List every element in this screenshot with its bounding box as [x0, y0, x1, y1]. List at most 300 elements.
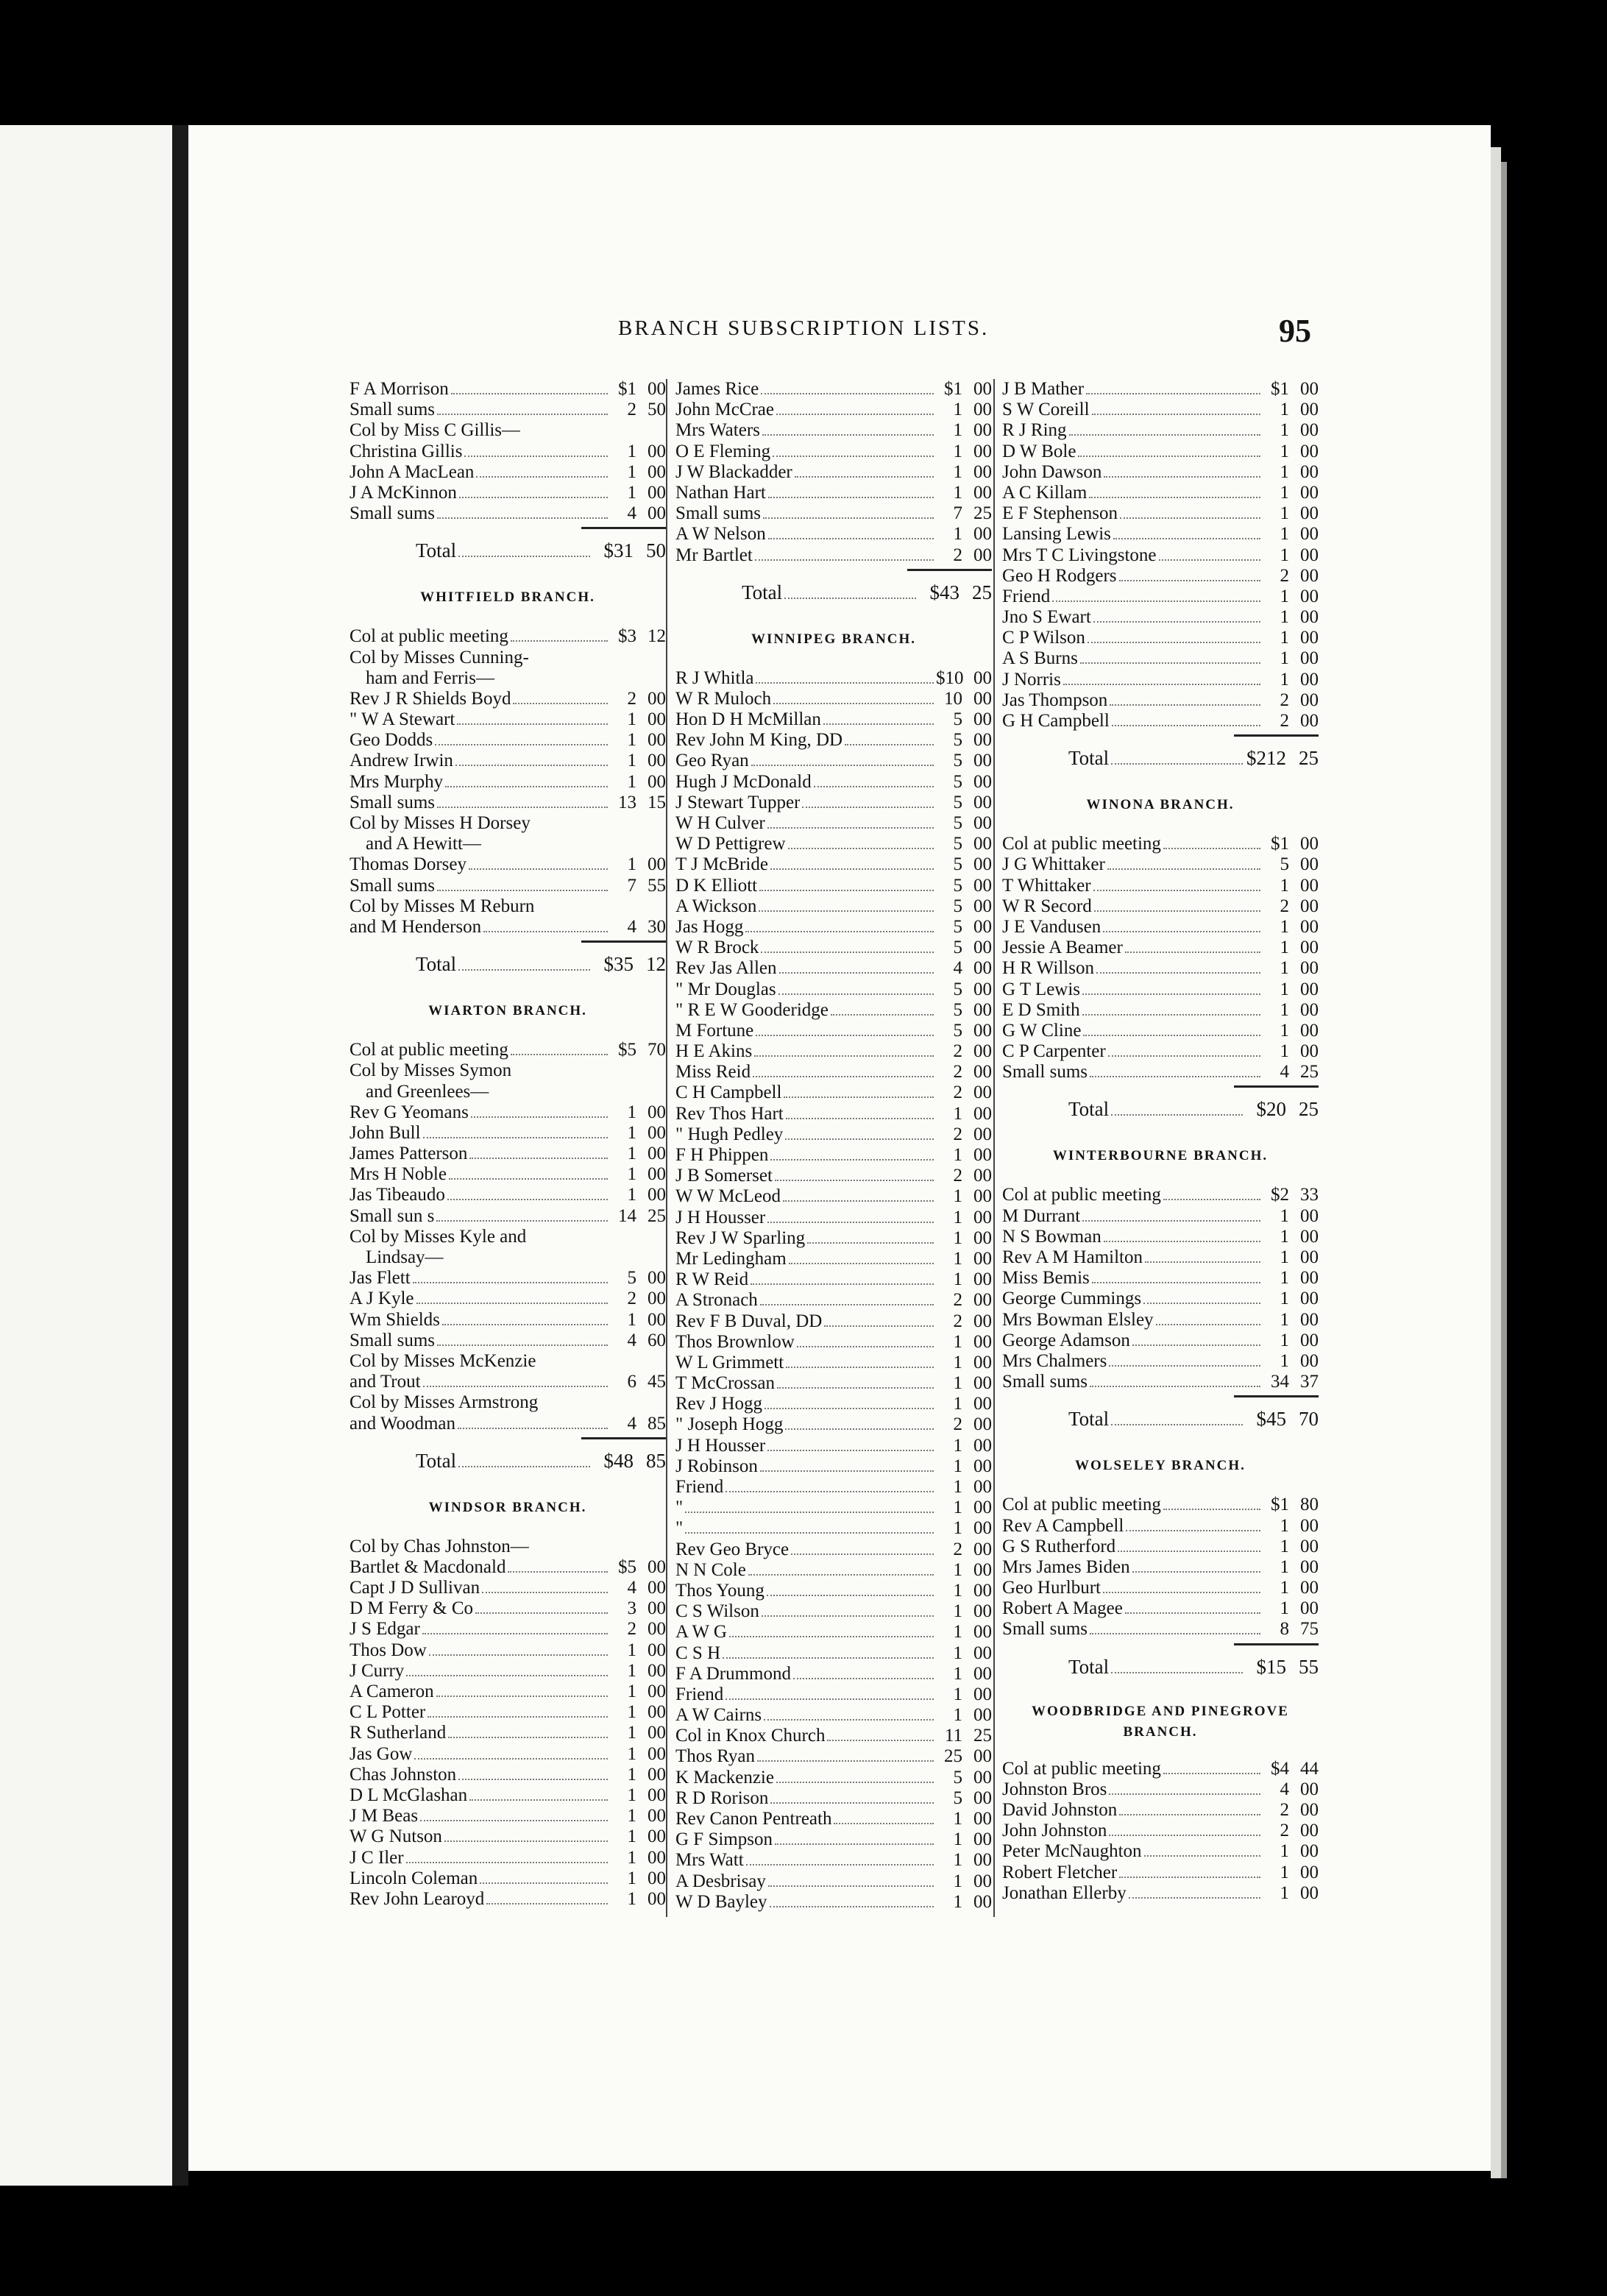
amount-cents: 00 [1300, 1536, 1319, 1556]
amount-dollars: 5 [953, 792, 962, 812]
subscription-entry [675, 1581, 992, 1601]
amount-dollars: 5 [953, 730, 962, 751]
subscriber-name: G W Cline [1002, 1020, 1082, 1041]
subscriber-name: Mrs Chalmers [1002, 1350, 1107, 1371]
branch-total [1002, 1403, 1319, 1434]
subscriber-name: Friend [1002, 586, 1051, 606]
amount-dollars: 2 [1280, 1800, 1289, 1820]
subscription-entry [675, 1353, 992, 1373]
amount-cents: 00 [1300, 379, 1319, 399]
dot-leader [447, 1199, 608, 1200]
subscriber-name: Rev John M King, DD [675, 730, 843, 751]
branch-total [350, 1445, 666, 1476]
subscriber-name: D M Ferry & Co [350, 1598, 474, 1619]
amount-dollars: 34 [1271, 1372, 1289, 1392]
dot-leader [458, 556, 590, 557]
amount-dollars: 5 [953, 771, 962, 792]
subscription-entry [675, 1269, 992, 1290]
amount-cents: 00 [1300, 1289, 1319, 1309]
amount-cents: 00 [973, 461, 992, 482]
subscription-entry [675, 1166, 992, 1186]
dot-leader [1080, 662, 1260, 664]
subscription-entry [1002, 1495, 1319, 1515]
subscriber-name: Miss Bemis [1002, 1268, 1090, 1289]
dot-leader [726, 1698, 934, 1700]
amount-cents: 00 [1300, 1882, 1319, 1903]
subscription-entry [1002, 834, 1319, 854]
subscriber-name: Lansing Lewis [1002, 524, 1111, 545]
amount-cents: 00 [1300, 1205, 1319, 1226]
subscriber-name: A W G [675, 1622, 727, 1643]
dot-leader [469, 1799, 608, 1801]
subscription-entry [1002, 379, 1319, 400]
dot-leader [1063, 684, 1260, 685]
dot-leader [406, 1862, 608, 1863]
total-cents: 85 [646, 1449, 666, 1472]
subscription-entry [675, 1456, 992, 1477]
subscription-entry [1002, 420, 1319, 441]
amount-cents: 00 [973, 1227, 992, 1248]
subscription-entry [350, 1785, 666, 1806]
subscription-entry [675, 668, 992, 689]
dot-leader [1078, 456, 1260, 457]
subscriber-name: Col by Misses Armstrong [350, 1392, 539, 1413]
amount-cents: 00 [1300, 1800, 1319, 1820]
amount-cents: 00 [973, 1767, 992, 1787]
amount-cents: 60 [648, 1330, 666, 1350]
subscription-entry [350, 1578, 666, 1598]
amount-cents: 00 [1300, 1821, 1319, 1841]
amount-dollars: 1 [1280, 875, 1289, 896]
subscriber-name: Col by Misses Symon [350, 1060, 512, 1081]
subscription-entry [350, 1164, 666, 1185]
amount-dollars: 1 [627, 709, 636, 730]
amount-cents: 00 [648, 1122, 666, 1143]
amount-cents: 00 [648, 1743, 666, 1764]
total-cents: 12 [646, 953, 666, 976]
subscription-entry [675, 1000, 992, 1021]
dot-leader [788, 848, 934, 849]
subscription-entry [1002, 1062, 1319, 1083]
amount-cents: 55 [648, 875, 666, 896]
amount-cents: 00 [1300, 1226, 1319, 1247]
amount-dollars: 1 [627, 1102, 636, 1122]
subscriber-name: M Fortune [675, 1020, 754, 1041]
amount-cents: 00 [973, 1663, 992, 1684]
amount-dollars: 1 [627, 1826, 636, 1847]
amount-cents: 00 [1300, 1330, 1319, 1350]
total-cents: 50 [646, 539, 666, 562]
branch-total [350, 949, 666, 979]
amount-dollars: 2 [953, 1311, 962, 1331]
dot-leader [436, 1220, 608, 1222]
subscriber-name: Rev Canon Pentreath [675, 1809, 832, 1829]
dot-leader [1069, 434, 1260, 436]
subscriber-name: Nathan Hart [675, 482, 766, 503]
branch-heading: WINTERBOURNE BRANCH. [1052, 1148, 1269, 1164]
subscriber-name: G S Rutherford [1002, 1536, 1116, 1556]
total-rule [581, 940, 666, 943]
amount-dollars: 1 [1280, 628, 1289, 648]
dot-leader [767, 1222, 934, 1223]
subscriber-name: D K Elliott [675, 875, 758, 896]
dot-leader [464, 456, 608, 457]
dot-leader [1082, 993, 1260, 995]
amount-dollars: 14 [618, 1205, 636, 1226]
amount-cents: 00 [648, 1640, 666, 1660]
amount-cents: 00 [973, 1103, 992, 1124]
subscription-entry [350, 503, 666, 524]
total-dollars: $15 [1256, 1655, 1286, 1678]
amount-cents: 00 [973, 441, 992, 461]
amount-dollars: 5 [953, 1787, 962, 1808]
subscriber-name: A W Nelson [675, 524, 766, 545]
dot-leader [745, 931, 934, 932]
dot-leader [1090, 1633, 1260, 1634]
dot-leader [1104, 1241, 1260, 1242]
dot-leader [1094, 910, 1260, 912]
amount-cents: 00 [973, 1373, 992, 1394]
amount-cents: 00 [973, 688, 992, 709]
amount-dollars: $1 [944, 379, 962, 399]
subscriber-name: Col by Chas Johnston— [350, 1536, 529, 1556]
subscription-entry [1002, 1779, 1319, 1800]
subscriber-name: C H Campbell [675, 1083, 782, 1103]
branch-heading: WINDSOR BRANCH. [428, 1499, 587, 1515]
subscriber-name: Small sums [1002, 1372, 1088, 1392]
subscription-entry [350, 1372, 666, 1392]
subscriber-name: Miss Reid [675, 1062, 751, 1083]
amount-cents: 00 [648, 1785, 666, 1805]
amount-cents: 00 [973, 1456, 992, 1476]
amount-dollars: 5 [953, 916, 962, 937]
dot-leader [476, 476, 608, 478]
dot-leader [1109, 1365, 1260, 1367]
total-label: Total [416, 953, 457, 976]
dot-leader [795, 476, 934, 478]
amount-dollars: 5 [953, 1767, 962, 1787]
total-label: Total [416, 1449, 457, 1472]
amount-cents: 37 [1300, 1372, 1319, 1392]
subscription-entry [675, 1373, 992, 1394]
subscriber-name: Small sums [350, 792, 435, 812]
amount-cents: 00 [1300, 586, 1319, 606]
amount-cents: 00 [648, 1888, 666, 1909]
subscription-entry [675, 1249, 992, 1269]
page-edge [1491, 147, 1501, 2178]
page-edge-shadow [1501, 162, 1507, 2178]
amount-dollars: 4 [627, 1330, 636, 1350]
amount-dollars: 1 [1280, 1556, 1289, 1577]
subscription-entry [1002, 1021, 1319, 1041]
amount-cents: 00 [973, 1062, 992, 1083]
dot-leader [762, 434, 934, 436]
dot-leader [444, 1840, 608, 1842]
amount-dollars: 1 [1280, 586, 1289, 606]
amount-dollars: 5 [953, 938, 962, 958]
subscription-entry [1002, 958, 1319, 979]
amount-cents: 00 [1300, 441, 1319, 461]
dot-leader [1089, 497, 1260, 498]
dot-leader [1118, 1551, 1260, 1552]
subscription-entry [675, 876, 992, 896]
amount-dollars: 1 [1280, 1536, 1289, 1556]
amount-cents: 85 [648, 1413, 666, 1434]
subscriber-name: James Patterson [350, 1144, 468, 1164]
subscriber-name: C P Wilson [1002, 628, 1085, 648]
subscription-entry [350, 1392, 666, 1413]
amount-dollars: 2 [1280, 711, 1289, 731]
total-rule [1234, 1395, 1319, 1397]
subscription-entry [675, 958, 992, 979]
subscription-entry [350, 1744, 666, 1765]
subscription-entry [675, 1124, 992, 1145]
subscription-entry [675, 751, 992, 771]
amount-dollars: 1 [953, 1373, 962, 1394]
amount-dollars: 1 [627, 1785, 636, 1805]
amount-cents: 00 [973, 896, 992, 916]
amount-dollars: 4 [627, 1413, 636, 1434]
amount-cents: 00 [973, 1124, 992, 1144]
subscriber-name: Jas Gow [350, 1743, 413, 1764]
subscriber-name: Small sums [675, 503, 761, 524]
dot-leader [436, 1696, 608, 1697]
subscription-entry [1002, 1598, 1319, 1619]
subscription-entry [1002, 628, 1319, 648]
dot-leader [776, 414, 934, 415]
amount-dollars: 2 [953, 1166, 962, 1186]
subscriber-name: J M Beas [350, 1806, 419, 1826]
dot-leader [1093, 890, 1260, 891]
subscriber-name: Small sums [350, 875, 435, 896]
amount-dollars: 1 [627, 1144, 636, 1164]
amount-dollars: 1 [953, 1829, 962, 1850]
amount-cents: 00 [1300, 711, 1319, 731]
amount-cents: 00 [648, 709, 666, 730]
dot-leader [1125, 1612, 1260, 1614]
amount-cents: 00 [648, 379, 666, 399]
dot-leader [437, 890, 608, 891]
dot-leader [451, 393, 608, 394]
dot-leader [1163, 1773, 1260, 1774]
subscription-entry [350, 1723, 666, 1743]
entry-continuation: Lindsay— [366, 1247, 444, 1267]
column-1 [350, 379, 666, 1910]
amount-cents: 00 [648, 751, 666, 771]
subscriber-name: R Sutherland [350, 1723, 447, 1743]
subscription-entry [675, 896, 992, 917]
amount-cents: 00 [973, 1394, 992, 1414]
subscription-entry [1002, 503, 1319, 524]
branch-heading [1002, 1701, 1319, 1743]
subscriber-name: Mr Bartlet [675, 545, 753, 565]
amount-cents: 00 [973, 1871, 992, 1891]
amount-dollars: 1 [627, 482, 636, 503]
amount-cents: 00 [973, 1601, 992, 1622]
subscription-entry [1002, 442, 1319, 462]
amount-dollars: 1 [1280, 1862, 1289, 1882]
column-rule [666, 379, 667, 1917]
amount-cents: 00 [973, 1622, 992, 1643]
amount-dollars: 5 [1280, 854, 1289, 875]
dot-leader [1052, 600, 1260, 602]
amount-cents: 00 [648, 1598, 666, 1619]
subscriber-name: Bartlet & Macdonald [350, 1556, 506, 1577]
subscription-entry [675, 917, 992, 938]
total-label: Total [1068, 1408, 1110, 1431]
branch-heading: WINONA BRANCH. [1086, 797, 1235, 813]
dot-leader [797, 1346, 934, 1347]
amount-dollars: 1 [627, 1702, 636, 1723]
amount-cents: 00 [973, 545, 992, 565]
subscription-entry [675, 1850, 992, 1871]
amount-cents: 00 [1300, 938, 1319, 958]
amount-cents: 00 [648, 1102, 666, 1122]
dot-leader [1156, 1324, 1260, 1325]
dot-leader [1119, 1814, 1260, 1815]
subscription-entry [675, 379, 992, 400]
subscriber-name: R J Whitla [675, 667, 754, 688]
dot-leader [469, 1158, 608, 1159]
subscription-entry [350, 917, 666, 938]
dot-leader [793, 1678, 934, 1679]
subscriber-name: Lincoln Coleman [350, 1868, 478, 1888]
subscriber-name: Small sums [350, 400, 435, 420]
amount-cents: 00 [973, 1643, 992, 1663]
dot-leader [1109, 1835, 1260, 1836]
amount-dollars: 1 [953, 1622, 962, 1643]
amount-dollars: 4 [627, 1578, 636, 1598]
subscriber-name: Col by Misses M Reburn [350, 896, 535, 916]
subscription-entry [675, 1332, 992, 1353]
dot-leader [760, 1470, 934, 1472]
dot-leader [1096, 972, 1260, 974]
subscriber-name: Geo Hurlburt [1002, 1578, 1101, 1598]
subscription-entry [1002, 1841, 1319, 1862]
amount-dollars: $1 [618, 379, 636, 399]
amount-cents: 00 [973, 667, 992, 688]
subscription-entry [675, 1829, 992, 1850]
dot-leader [784, 598, 916, 599]
amount-cents: 12 [648, 626, 666, 647]
subscription-entry [1002, 1185, 1319, 1205]
amount-cents: 00 [973, 1850, 992, 1871]
amount-cents: 00 [1300, 1350, 1319, 1371]
amount-cents: 00 [1300, 1598, 1319, 1619]
amount-cents: 00 [973, 524, 992, 545]
amount-cents: 00 [973, 1311, 992, 1331]
dot-leader [831, 1014, 934, 1016]
amount-dollars: 1 [1280, 524, 1289, 545]
amount-dollars: 1 [1280, 1882, 1289, 1903]
dot-leader [416, 1303, 609, 1304]
dot-leader [482, 1592, 608, 1593]
amount-cents: 00 [1300, 916, 1319, 937]
subscription-entry [675, 420, 992, 441]
amount-cents: 15 [648, 792, 666, 812]
subscriber-name: W R Secord [1002, 896, 1092, 916]
subscription-entry [350, 876, 666, 896]
subscriber-name: and M Henderson [350, 916, 482, 937]
amount-cents: 00 [648, 1868, 666, 1888]
amount-cents: 00 [973, 1559, 992, 1580]
amount-dollars: 1 [953, 1103, 962, 1124]
amount-dollars: 5 [627, 1268, 636, 1289]
amount-cents: 00 [1300, 461, 1319, 482]
dot-leader [1163, 1199, 1260, 1200]
dot-leader [767, 827, 934, 829]
subscription-entry [1002, 462, 1319, 483]
amount-cents: 00 [973, 400, 992, 420]
dot-leader [1092, 414, 1260, 415]
amount-dollars: 1 [627, 771, 636, 792]
amount-cents: 00 [973, 1331, 992, 1352]
subscription-entry [1002, 917, 1319, 938]
subscription-entry [350, 400, 666, 420]
subscription-entry [1002, 1759, 1319, 1779]
entry-continuation: ham and Ferris— [366, 667, 494, 688]
branch-heading: WOLSELEY BRANCH. [1075, 1458, 1246, 1474]
amount-dollars: 1 [1280, 958, 1289, 979]
total-cents: 70 [1299, 1408, 1319, 1431]
dot-leader [1090, 1076, 1260, 1077]
amount-cents: 25 [648, 1205, 666, 1226]
subscriber-name: C S Wilson [675, 1601, 759, 1622]
subscriber-name: Capt J D Sullivan [350, 1578, 480, 1598]
amount-dollars: 1 [1280, 669, 1289, 690]
subscription-entry [350, 1682, 666, 1702]
subscriber-name: J G Whittaker [1002, 854, 1105, 875]
amount-cents: 00 [648, 688, 666, 709]
total-label: Total [1068, 747, 1110, 770]
dot-leader [1119, 1877, 1260, 1878]
dot-leader [748, 1574, 934, 1576]
amount-dollars: 1 [627, 1764, 636, 1785]
amount-cents: 00 [973, 1580, 992, 1601]
subscriber-name: J C Iler [350, 1847, 404, 1868]
subscriber-name: A S Burns [1002, 648, 1078, 669]
dot-leader [784, 1096, 934, 1098]
amount-cents: 00 [1300, 958, 1319, 979]
dot-leader [834, 1823, 934, 1824]
amount-dollars: 1 [627, 1723, 636, 1743]
subscriber-name: Rev J Hogg [675, 1394, 763, 1414]
dot-leader [428, 1716, 608, 1718]
subscription-entry [675, 1041, 992, 1062]
subscription-entry [350, 1206, 666, 1227]
amount-dollars: 5 [953, 709, 962, 730]
subscriber-name: W D Pettigrew [675, 834, 786, 854]
subscriber-name: J H Housser [675, 1207, 766, 1227]
amount-dollars: 7 [627, 875, 636, 896]
dot-leader [762, 1615, 934, 1617]
subscriber-name: and Trout [350, 1372, 421, 1392]
amount-dollars: 1 [1280, 979, 1289, 999]
subscription-entry [1002, 1351, 1319, 1372]
amount-dollars: 2 [953, 1414, 962, 1435]
subscription-entry [675, 1208, 992, 1228]
amount-dollars: $1 [1271, 834, 1289, 854]
dot-leader [756, 682, 934, 684]
dot-leader [1144, 1855, 1260, 1857]
total-rule [1234, 1085, 1319, 1088]
dot-leader [1109, 1793, 1260, 1795]
subscription-entry [1002, 896, 1319, 917]
amount-dollars: 1 [953, 1663, 962, 1684]
amount-dollars: 1 [627, 751, 636, 771]
subscriber-name: C S H [675, 1643, 721, 1663]
subscription-entry [1002, 1206, 1319, 1227]
